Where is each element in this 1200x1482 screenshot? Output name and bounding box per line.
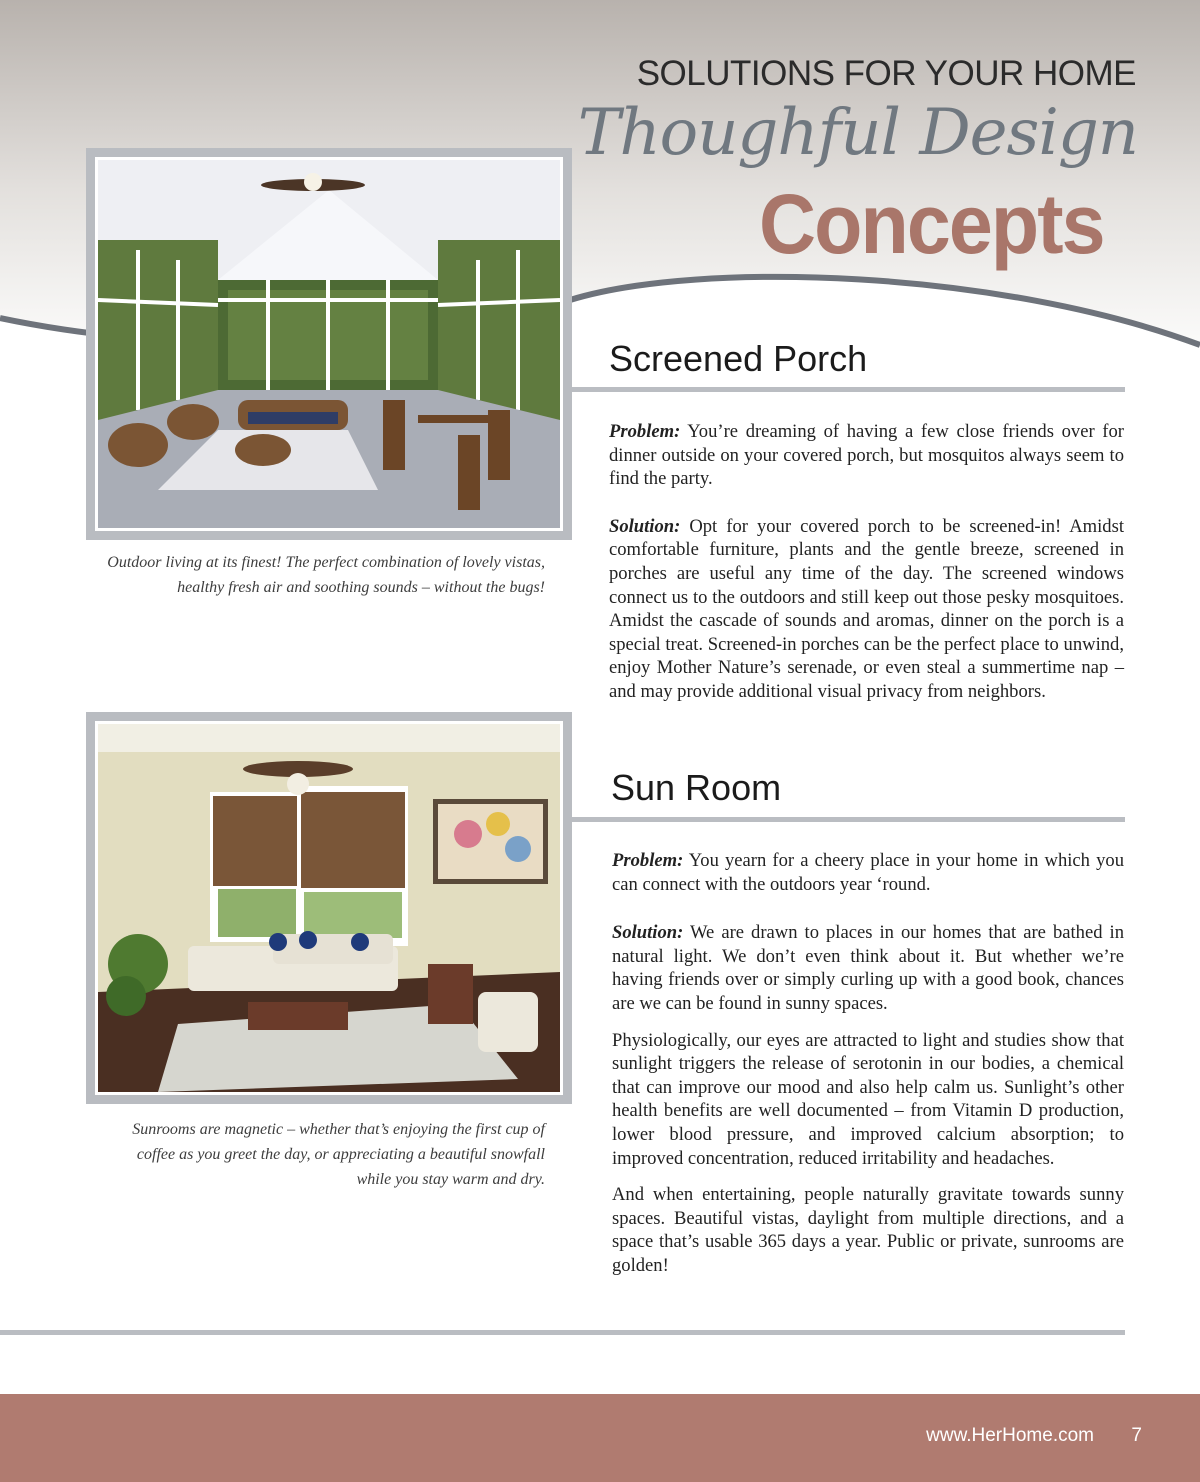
problem-label: Problem: [612,850,684,871]
problem-text: You’re dreaming of having a few close friends over for dinner outside on your covered porch, but mosquitos always seem to find the party. [609,421,1124,490]
problem-label: Problem: [609,421,681,442]
solution-text: Opt for your covered porch to be screened-in! Amidst comfortable furniture, plants and the gentle breeze, screened in porches are useful any time of the day. The screened windows connect us to the outdoors and still keep out those pesky mosquitoes. Amidst the cascade of sounds and aromas, dinner on the porch is a special treat. Screened-in porches can be the perfect place to unwind, enjoy Mother Nature’s serenade, or even steal a summertime nap – and may provide additional visual privacy from neighbors. [609,515,1124,702]
screened-porch-caption: Outdoor living at its finest! The perfect combination of lovely vistas, healthy fresh air and soothing sounds – without the bugs! [107,554,545,596]
problem-text: You yearn for a cheery place in your home in which you can connect with the outdoors year ‘round. [612,850,1124,895]
bottom-rule [0,1330,1125,1335]
screened-porch-heading: Screened Porch [609,338,868,379]
solution-label: Solution: [612,922,684,944]
screened-porch-rule [572,387,1125,392]
screened-porch-solution [609,515,1124,704]
header-kicker: SOLUTIONS FOR YOUR HOME [636,54,1136,93]
sun-room-photo [86,712,572,1104]
sun-room-paragraph-3: Physiologically, our eyes are attracted to light and studies show that sunlight triggers the release of serotonin in our bodies, a chemical that can improve our mood and also help calm us. Sunlight’s other health benefits are well documented – from Vitamin D production, lower blood pressure, and improved calcium absorption; to improved concentration, reduced irritability and headaches. [612,1029,1124,1169]
header-script-title: Thoughful Design [577,96,1138,170]
screened-porch-problem [609,420,1124,491]
screened-porch-body [609,420,1124,704]
page-number: 7 [1131,1425,1142,1446]
header-big-title: Concepts [759,177,1104,271]
screened-porch-photo [86,148,572,540]
screened-porch-illustration [98,160,560,528]
solution-text: We are drawn to places in our homes that are bathed in natural light. We don’t even think about it. But whether we’re having friends over or simply curling up with a good book, chances are we can be found in sunny spaces. [612,922,1124,1014]
sun-room-problem [612,849,1124,896]
solution-label: Solution: [609,515,681,537]
sun-room-heading: Sun Room [611,767,782,808]
sun-room-solution [612,921,1124,1015]
sun-room-paragraph-4: And when entertaining, people naturally gravitate towards sunny spaces. Beautiful vistas, daylight from multiple directions, and a space that’s usable 365 days a year. Public or private, sunrooms are golden! [612,1184,1124,1276]
sun-room-illustration [98,724,560,1092]
sun-room-rule [572,817,1125,822]
sun-room-caption: Sunrooms are magnetic – whether that’s enjoying the first cup of coffee as you greet the day, or appreciating a beautiful snowfall while you stay warm and dry. [132,1121,545,1188]
footer-url[interactable]: www.HerHome.com [926,1425,1094,1446]
sun-room-body [612,849,1124,1278]
